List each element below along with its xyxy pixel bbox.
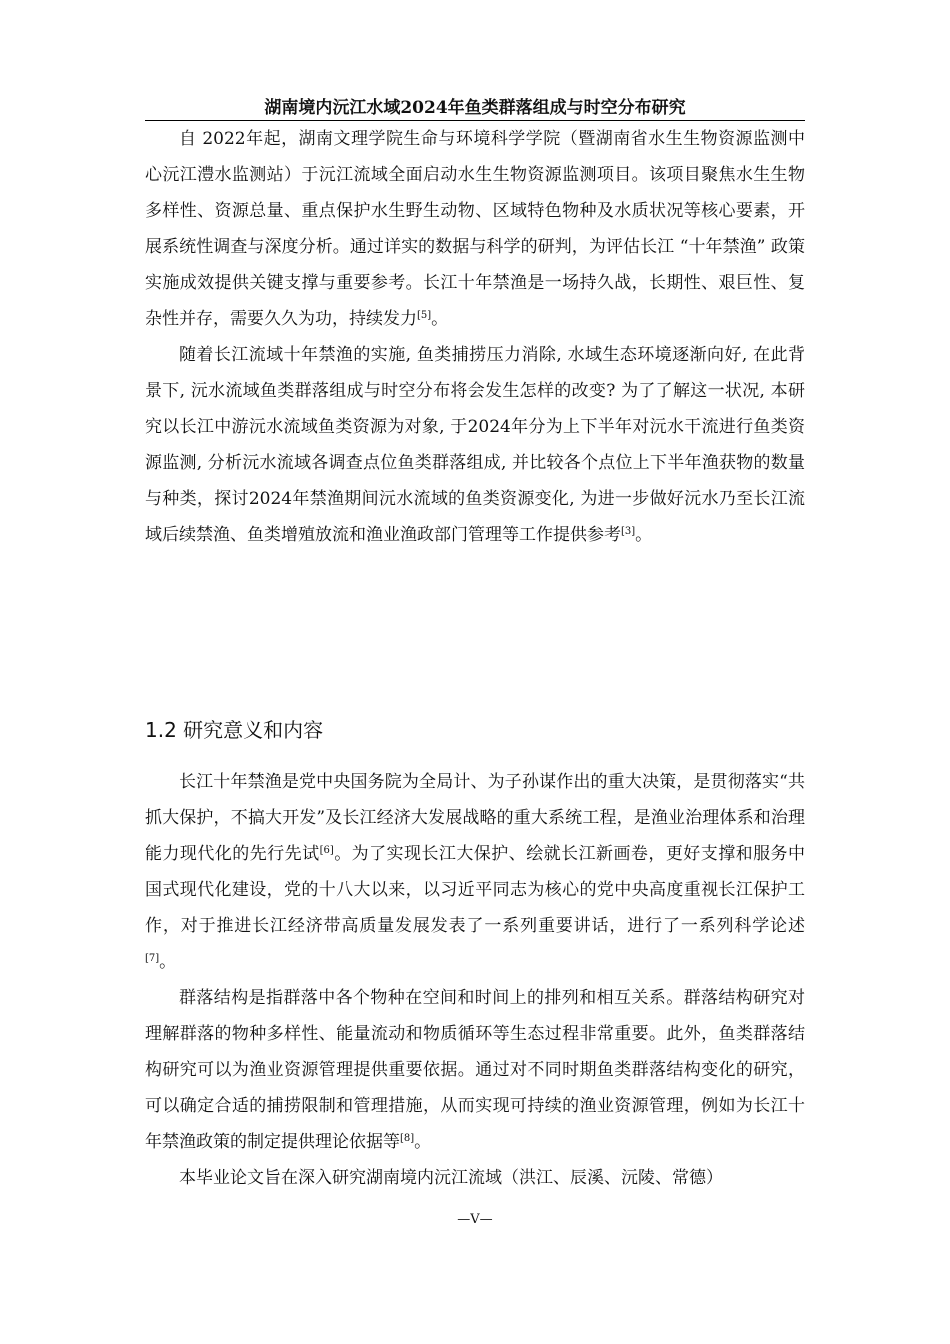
section-heading: 1.2 研究意义和内容 <box>145 718 324 742</box>
running-header-title: 湖南境内沅江水域2024年鱼类群落组成与时空分布研究 <box>264 98 686 118</box>
intro-paragraph-1-end: 。 <box>431 309 449 329</box>
intro-section <box>145 121 805 553</box>
section-paragraph-1 <box>145 764 805 980</box>
section-paragraph-2-end: 。 <box>414 1132 432 1152</box>
intro-paragraph-2-end: 。 <box>635 525 653 545</box>
citation-6: [6] <box>319 845 334 856</box>
section-paragraph-1-text-2: 。为了实现长江大保护、绘就长江新画卷，更好支撑和服务中国式现代化建设，党的十八大以来，以习近平同志为核心的党中央高度重视长江保护工作，对于推进长江经济带高质量发展发表了一系列重要讲话，进行了一系列科学论述 <box>145 844 806 936</box>
section-body <box>145 764 805 1196</box>
section-paragraph-3-text: 本毕业论文旨在深入研究湖南境内沅江流域（洪江、辰溪、沅陵、常德） <box>179 1168 723 1188</box>
intro-paragraph-1 <box>145 121 805 337</box>
intro-paragraph-1-text: 自 2022年起，湖南文理学院生命与环境科学学院（暨湖南省水生生物资源监测中心沅江澧水监测站）于沅江流域全面启动水生生物资源监测项目。该项目聚焦水生生物多样性、资源总量、重点保护水生野生动物、区域特色物种及水质状况等核心要素，开展系统性调查与深度分析。通过详实的数据与科学的研判，为评估长江 “十年禁渔” 政策实施成效提供关键支撑与重要参考。长江十年禁渔是一场持久战，长期性、艰巨性、复杂性并存，需要久久为功，持续发力 <box>145 129 805 329</box>
intro-paragraph-2 <box>145 337 805 553</box>
section-paragraph-2-text: 群落结构是指群落中各个物种在空间和时间上的排列和相互关系。群落结构研究对理解群落的物种多样性、能量流动和物质循环等生态过程非常重要。此外，鱼类群落结构研究可以为渔业资源管理提供重要依据。通过对不同时期鱼类群落结构变化的研究，可以确定合适的捕捞限制和管理措施，从而实现可持续的渔业资源管理，例如为长江十年禁渔政策的制定提供理论依据等 <box>145 988 805 1152</box>
section-paragraph-1-end: 。 <box>159 952 177 972</box>
intro-paragraph-2-text: 随着长江流域十年禁渔的实施, 鱼类捕捞压力消除, 水域生态环境逐渐向好, 在此背景下, 沅水流域鱼类群落组成与时空分布将会发生怎样的改变? 为了了解这一状况, 本研究以长江中游沅水流域鱼类资源为对象, 于2024年分为上下半年对沅水干流进行鱼类资源监测, 分析沅水流域各调查点位鱼类群落组成, 并比较各个点位上下半年渔获物的数量与种类，探讨2024年禁渔期间沅水流域的鱼类资源变化, 为进一步做好沅水乃至长江流域后续禁渔、鱼类增殖放流和渔业渔政部门管理等工作提供参考 <box>145 345 805 545</box>
citation-7: [7] <box>145 953 160 964</box>
citation-8: [8] <box>400 1133 415 1144</box>
citation-3: [3] <box>621 526 636 537</box>
page-number: —V— <box>457 1212 493 1227</box>
section-paragraph-2 <box>145 980 805 1160</box>
section-paragraph-1-text: 长江十年禁渔是党中央国务院为全局计、为子孙谋作出的重大决策，是贯彻落实“共抓大保护，不搞大开发”及长江经济大发展战略的重大系统工程，是渔业治理体系和治理能力现代化的先行先试 <box>145 772 805 864</box>
citation-5: [5] <box>417 310 432 321</box>
section-paragraph-3 <box>145 1160 805 1196</box>
